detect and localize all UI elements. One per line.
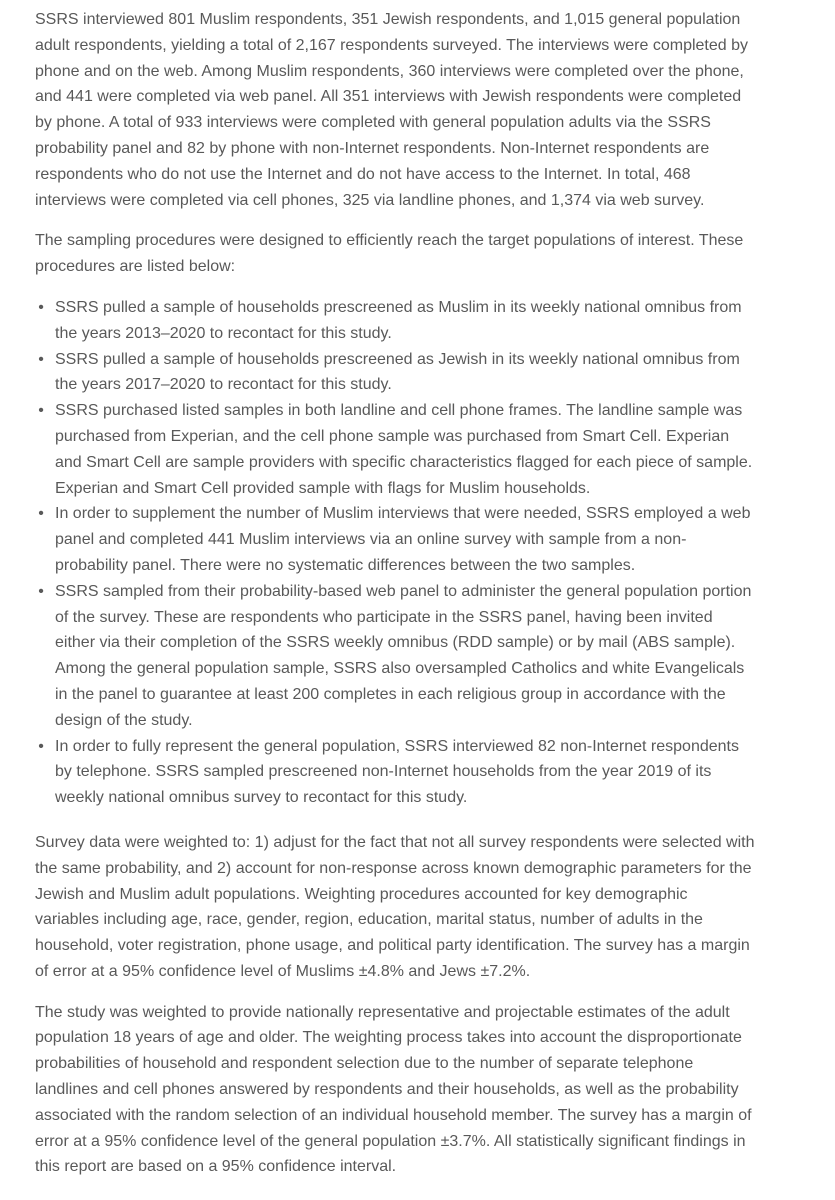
- list-item-text: SSRS purchased listed samples in both landline and cell phone frames. The landline sample was purchased from Experian, and the cell phone sample was purchased from Smart Cell. Experian and Smart Cell are sample providers with specific characteristics flagged for each piece of sample. Experian and Smart Cell provided sample with flags for Muslim households.: [55, 402, 753, 497]
- list-item: [38, 734, 755, 811]
- methodology-paragraph-sampling-intro: The sampling procedures were designed to efficiently reach the target populations of interest. These procedures are listed below:: [35, 232, 744, 276]
- list-item: [38, 295, 755, 347]
- methodology-paragraph-representative: The study was weighted to provide nationally representative and projectable estimates of the adult population 18 years of age and older. The weighting process takes into account the disproportionate probabilities of household and respondent selection due to the number of separate telephone landlines and cell phones answered by respondents and their households, as well as the probability associated with the random selection of an individual household member. The survey has a margin of error at a 95% confidence level of the general population ±3.7%. All statistically significant findings in this report are based on a 95% confidence interval.: [35, 1003, 752, 1176]
- list-item-text: In order to supplement the number of Muslim interviews that were needed, SSRS employed a web panel and completed 441 Muslim interviews via an online survey with sample from a non-probability panel. There were no systematic differences between the two samples.: [55, 505, 751, 574]
- list-item-text: SSRS pulled a sample of households prescreened as Jewish in its weekly national omnibus from the years 2017–2020 to recontact for this study.: [55, 350, 740, 394]
- list-item-text: SSRS sampled from their probability-based web panel to administer the general population portion of the survey. These are respondents who participate in the SSRS panel, having been invited either via their completion of the SSRS weekly omnibus (RDD sample) or by mail (ABS sample). Among the general population sample, SSRS also oversampled Catholics and white Evangelicals in the panel to guarantee at least 200 completes in each religious group in accordance with the design of the study.: [55, 582, 752, 729]
- methodology-paragraph-weighting: Survey data were weighted to: 1) adjust for the fact that not all survey respondents were selected with the same probability, and 2) account for non-response across known demographic parameters for the Jewish and Muslim adult populations. Weighting procedures accounted for key demographic variables including age, race, gender, region, education, marital status, number of adults in the household, voter registration, phone usage, and political party identification. The survey has a margin of error at a 95% confidence level of Muslims ±4.8% and Jews ±7.2%.: [35, 833, 755, 980]
- list-item: [38, 579, 755, 734]
- bullet-marker: •: [38, 505, 44, 523]
- bullet-marker: •: [38, 350, 44, 368]
- list-item: [38, 398, 755, 501]
- list-item-text: In order to fully represent the general population, SSRS interviewed 82 non-Internet respondents by telephone. SSRS sampled prescreened non-Internet households from the year 2019 of its weekly national omnibus survey to recontact for this study.: [55, 737, 739, 807]
- bullet-marker: •: [38, 737, 44, 755]
- sampling-procedures-list: [35, 295, 755, 811]
- list-item: [38, 347, 755, 399]
- document-body: [35, 7, 755, 1195]
- bullet-marker: •: [38, 582, 44, 600]
- bullet-marker: •: [38, 402, 44, 420]
- bullet-marker: •: [38, 298, 44, 316]
- list-item-text: SSRS pulled a sample of households prescreened as Muslim in its weekly national omnibus from the years 2013–2020 to recontact for this study.: [55, 298, 742, 342]
- list-item: [38, 501, 755, 578]
- methodology-paragraph-respondents: SSRS interviewed 801 Muslim respondents, 351 Jewish respondents, and 1,015 general population adult respondents, yielding a total of 2,167 respondents surveyed. The interviews were completed by phone and on the web. Among Muslim respondents, 360 interviews were completed over the phone, and 441 were completed via web panel. All 351 interviews with Jewish respondents were completed by phone. A total of 933 interviews were completed with general population adults via the SSRS probability panel and 82 by phone with non-Internet respondents. Non-Internet respondents are respondents who do not use the Internet and do not have access to the Internet. In total, 468 interviews were completed via cell phones, 325 via landline phones, and 1,374 via web survey.: [35, 11, 749, 209]
